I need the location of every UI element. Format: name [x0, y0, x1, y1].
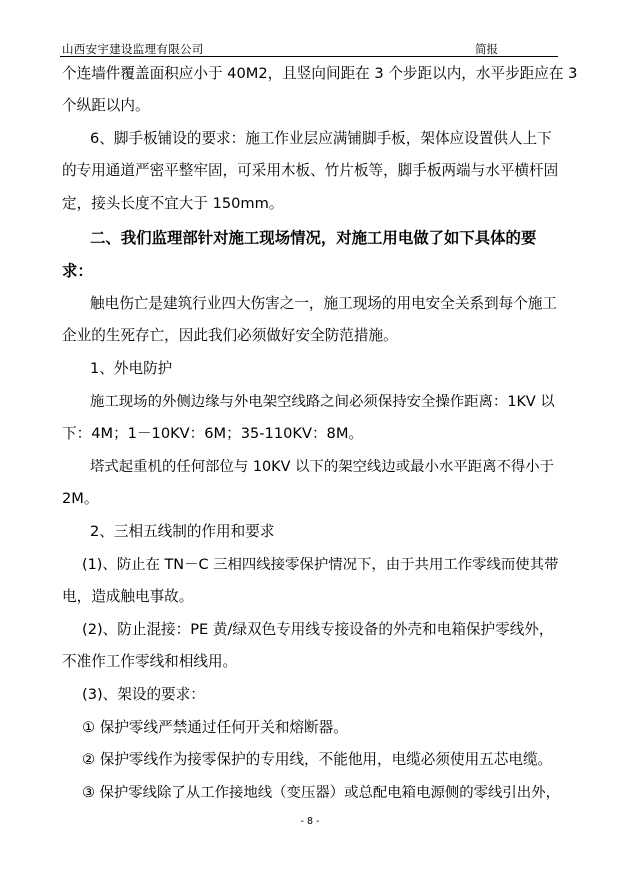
text-line: 6、脚手板铺设的要求：施工作业层应满铺脚手板，架体应设置供人上下 [90, 130, 552, 147]
list-item: ② 保护零线作为接零保护的专用线，不能他用，电缆必须使用五芯电缆。 [82, 751, 553, 768]
subsection-heading: 2、三相五线制的作用和要求 [90, 523, 275, 540]
section-heading: 二、我们监理部针对施工现场情况，对施工用电做了如下具体的要 [90, 229, 537, 247]
page-number: - 8 - [300, 816, 320, 827]
text-line: 的专用通道严密平整牢固，可采用木板、竹片板等，脚手板两端与水平横杆固 [62, 162, 559, 179]
list-item: ① 保护零线严禁通过任何开关和熔断器。 [82, 719, 348, 736]
text-line: 个纵距以内。 [62, 97, 150, 114]
header-document-type: 简报 [475, 42, 498, 56]
text-line: 个连墙件覆盖面积应小于 40M2，且竖向间距在 3 个步距以内，水平步距应在 3 [62, 65, 578, 82]
section-heading-continued: 求： [62, 262, 93, 280]
text-line: (2)、防止混接：PE 黄/绿双色专用线专接设备的外壳和电箱保护零线外， [82, 621, 554, 638]
text-line: 2M。 [62, 490, 99, 507]
text-line: 触电伤亡是建筑行业四大伤害之一，施工现场的用电安全关系到每个施工 [90, 295, 558, 312]
text-line: 施工现场的外侧边缘与外电架空线路之间必须保持安全操作距离：1KV 以 [90, 394, 555, 410]
list-item: ③ 保护零线除了从工作接地线（变压器）或总配电箱电源侧的零线引出外， [82, 785, 560, 801]
subsection-heading: 1、外电防护 [90, 360, 173, 377]
text-line: 塔式起重机的任何部位与 10KV 以下的架空线边或最小水平距离不得小于 [90, 459, 555, 475]
text-line: 下：4M；1－10KV：6M；35-110KV：8M。 [62, 425, 364, 442]
text-line: 不准作工作零线和相线用。 [62, 653, 238, 670]
text-line: (1)、防止在 TN－C 三相四线接零保护情况下，由于共用工作零线而使其带 [82, 557, 559, 573]
text-line: 企业的生死存亡，因此我们必须做好安全防范措施。 [62, 327, 398, 344]
text-line: 定，接头长度不宜大于 150mm。 [62, 195, 284, 212]
header-divider [60, 56, 558, 57]
text-line: 电，造成触电事故。 [62, 588, 194, 605]
header-company-name: 山西安宇建设监理有限公司 [62, 42, 204, 56]
text-line: (3)、架设的要求： [82, 686, 205, 703]
